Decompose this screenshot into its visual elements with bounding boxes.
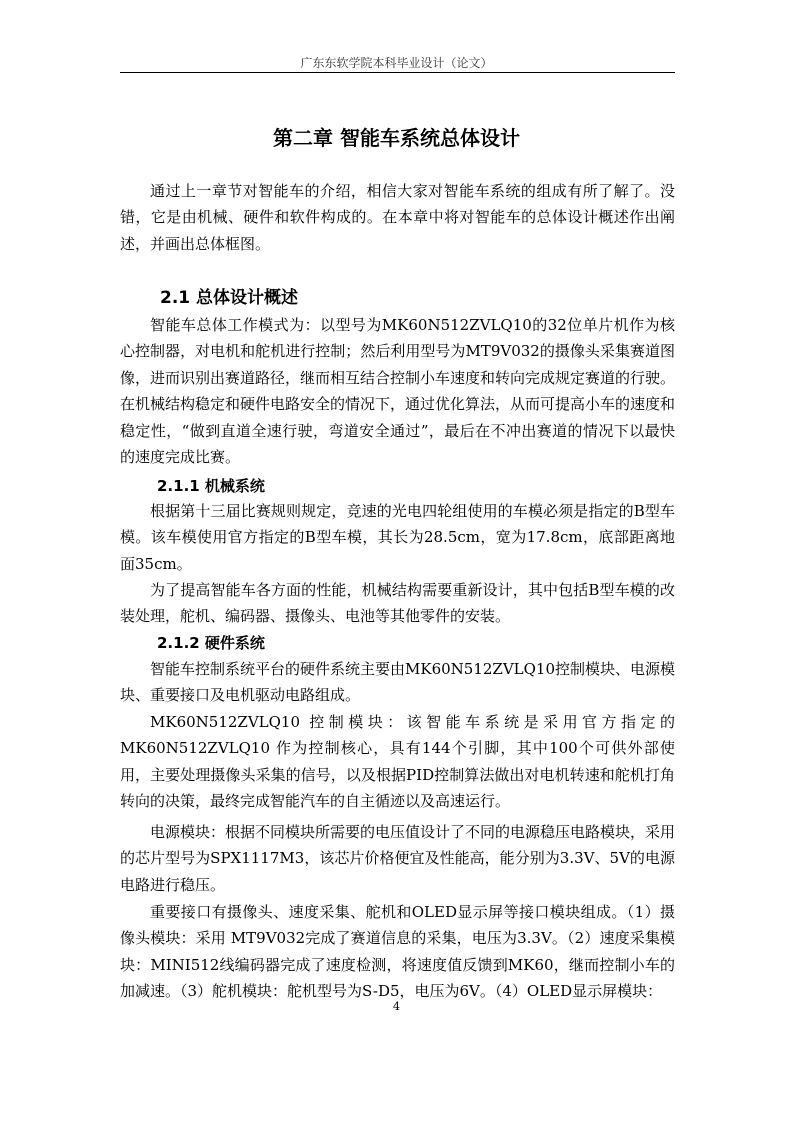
section-2-1-2-paragraph-3: 电源模块：根据不同模块所需要的电压值设计了不同的电源稳压电路模块，采用的芯片型号为SPX1117M3，该芯片价格便宜及性能高，能分别为3.3V、5V的电源电路进行稳压。 (120, 823, 676, 894)
section-2-1-2-paragraph-4: 重要接口有摄像头、速度采集、舵机和OLED显示屏等接口模块组成。（1）摄像头模块：采用 MT9V032完成了赛道信息的采集，电压为3.3V。（2）速度采集模块：MINI512线编码器完成了速度检测，将速度值反馈到MK60，继而控制小车的加减速。（3）舵机模块：舵机型号为S-D5，电压为6V。（4）OLED显示屏模块： (120, 903, 675, 1001)
section-2-1-2-paragraph-2: MK60N512ZVLQ10 控制模块：该智能车系统是采用官方指定的MK60N512ZVLQ10 作为控制核心，具有144个引脚，其中100个可供外部使用，主要处理摄像头采集的信号，以及根据PID控制算法做出对电机转速和舵机打角转向的决策，最终完成智能汽车的自主循迹以及高速运行。 (120, 713, 675, 811)
section-2-1-paragraph: 智能车总体工作模式为：以型号为MK60N512ZVLQ10的32位单片机作为核心控制器，对电机和舵机进行控制；然后利用型号为MT9V032的摄像头采集赛道图像，进而识别出赛道路径，继而相互结合控制小车速度和转向完成规定赛道的行驶。在机械结构稳定和硬件电路安全的情况下，通过优化算法，从而可提高小车的速度和稳定性，“做到直道全速行驶，弯道安全通过”，最后在不冲出赛道的情况下以最快的速度完成比赛。 (120, 316, 676, 467)
intro-paragraph: 通过上一章节对智能车的介绍，相信大家对智能车系统的组成有所了解了。没错，它是由机械、硬件和软件构成的。在本章中将对智能车的总体设计概述作出阐述，并画出总体框图。 (120, 182, 675, 253)
section-2-1-2-paragraph-1: 智能车控制系统平台的硬件系统主要由MK60N512ZVLQ10控制模块、电源模块、重要接口及电机驱动电路组成。 (120, 660, 676, 705)
subsection-heading-2-1-2: 2.1.2 硬件系统 (157, 634, 265, 652)
section-2-1-1-paragraph-2: 为了提高智能车各方面的性能，机械结构需要重新设计，其中包括B型车模的改装处理，舵机、编码器、摄像头、电池等其他零件的安装。 (120, 581, 675, 626)
page-number: 4 (393, 1000, 400, 1013)
running-header: 广东东软学院本科毕业设计（论文） (300, 56, 493, 70)
header-divider (120, 72, 675, 73)
subsection-heading-2-1-1: 2.1.1 机械系统 (157, 477, 265, 495)
section-2-1-1-paragraph-1: 根据第十三届比赛规则规定，竞速的光电四轮组使用的车模必须是指定的B型车模。该车模使用官方指定的B型车模，其长为28.5cm，宽为17.8cm，底部距离地面35cm。 (120, 502, 675, 573)
chapter-title: 第二章 智能车系统总体设计 (273, 126, 520, 150)
section-heading-2-1: 2.1 总体设计概述 (160, 288, 299, 308)
